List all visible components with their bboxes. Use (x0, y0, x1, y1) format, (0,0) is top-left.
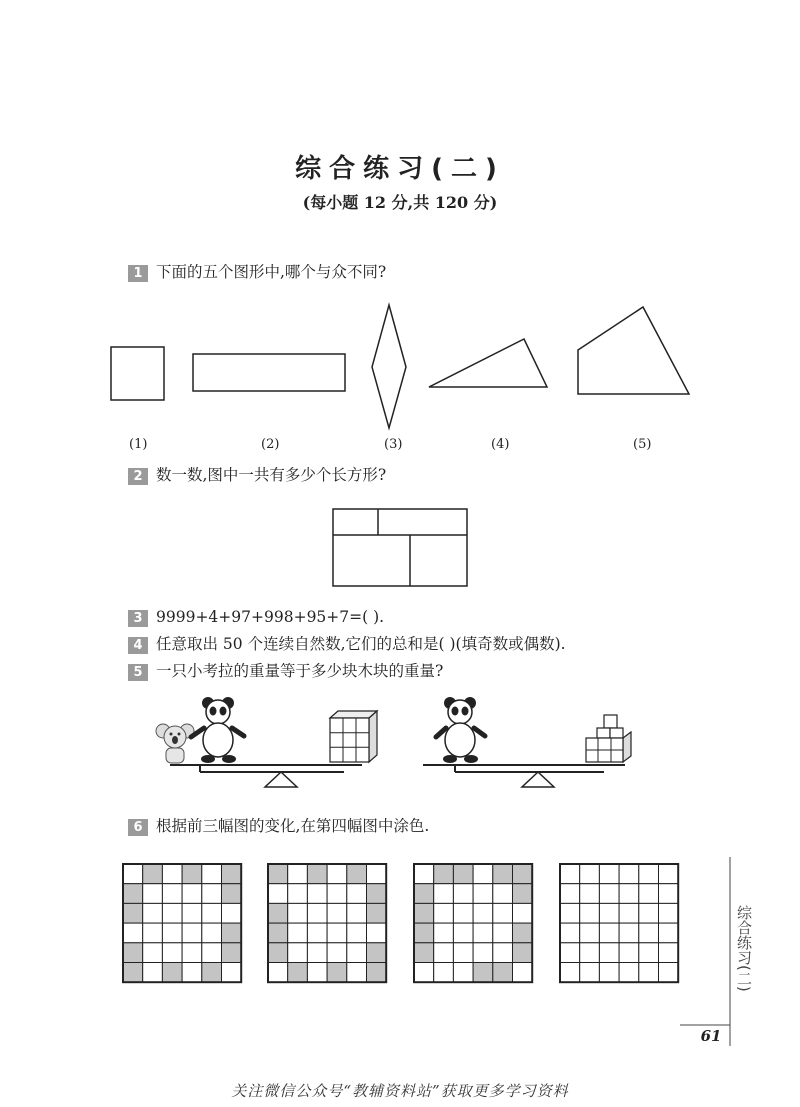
figure-label: (3) (384, 437, 403, 452)
question-number-badge: 1 (128, 265, 148, 282)
question-text: 根据前三幅图的变化,在第四幅图中涂色. (156, 817, 430, 835)
question-number-badge: 6 (128, 819, 148, 836)
figure-label: (5) (633, 437, 652, 452)
section-side-label: 综合练习(二) (735, 905, 753, 992)
page-title: 综合练习(二) (295, 154, 505, 184)
question-number-badge: 4 (128, 637, 148, 654)
question-text: 数一数,图中一共有多少个长方形? (156, 466, 387, 484)
page-subtitle: (每小题 12 分,共 120 分) (302, 193, 498, 212)
question-text: 下面的五个图形中,哪个与众不同? (156, 263, 387, 281)
question-text: 9999+4+97+998+95+7=( ). (156, 608, 385, 626)
figure-label: (1) (129, 437, 148, 452)
figure-label: (2) (261, 437, 280, 452)
question-text: 任意取出 50 个连续自然数,它们的总和是( )(填奇数或偶数). (156, 635, 566, 653)
question-number-badge: 2 (128, 468, 148, 485)
figure-label: (4) (491, 437, 510, 452)
footer-note: 关注微信公众号“教辅资料站”获取更多学习资料 (231, 1082, 569, 1100)
question-number-badge: 3 (128, 610, 148, 627)
question-text: 一只小考拉的重量等于多少块木块的重量? (156, 662, 444, 680)
question-number-badge: 5 (128, 664, 148, 681)
page-number: 61 (700, 1027, 722, 1045)
